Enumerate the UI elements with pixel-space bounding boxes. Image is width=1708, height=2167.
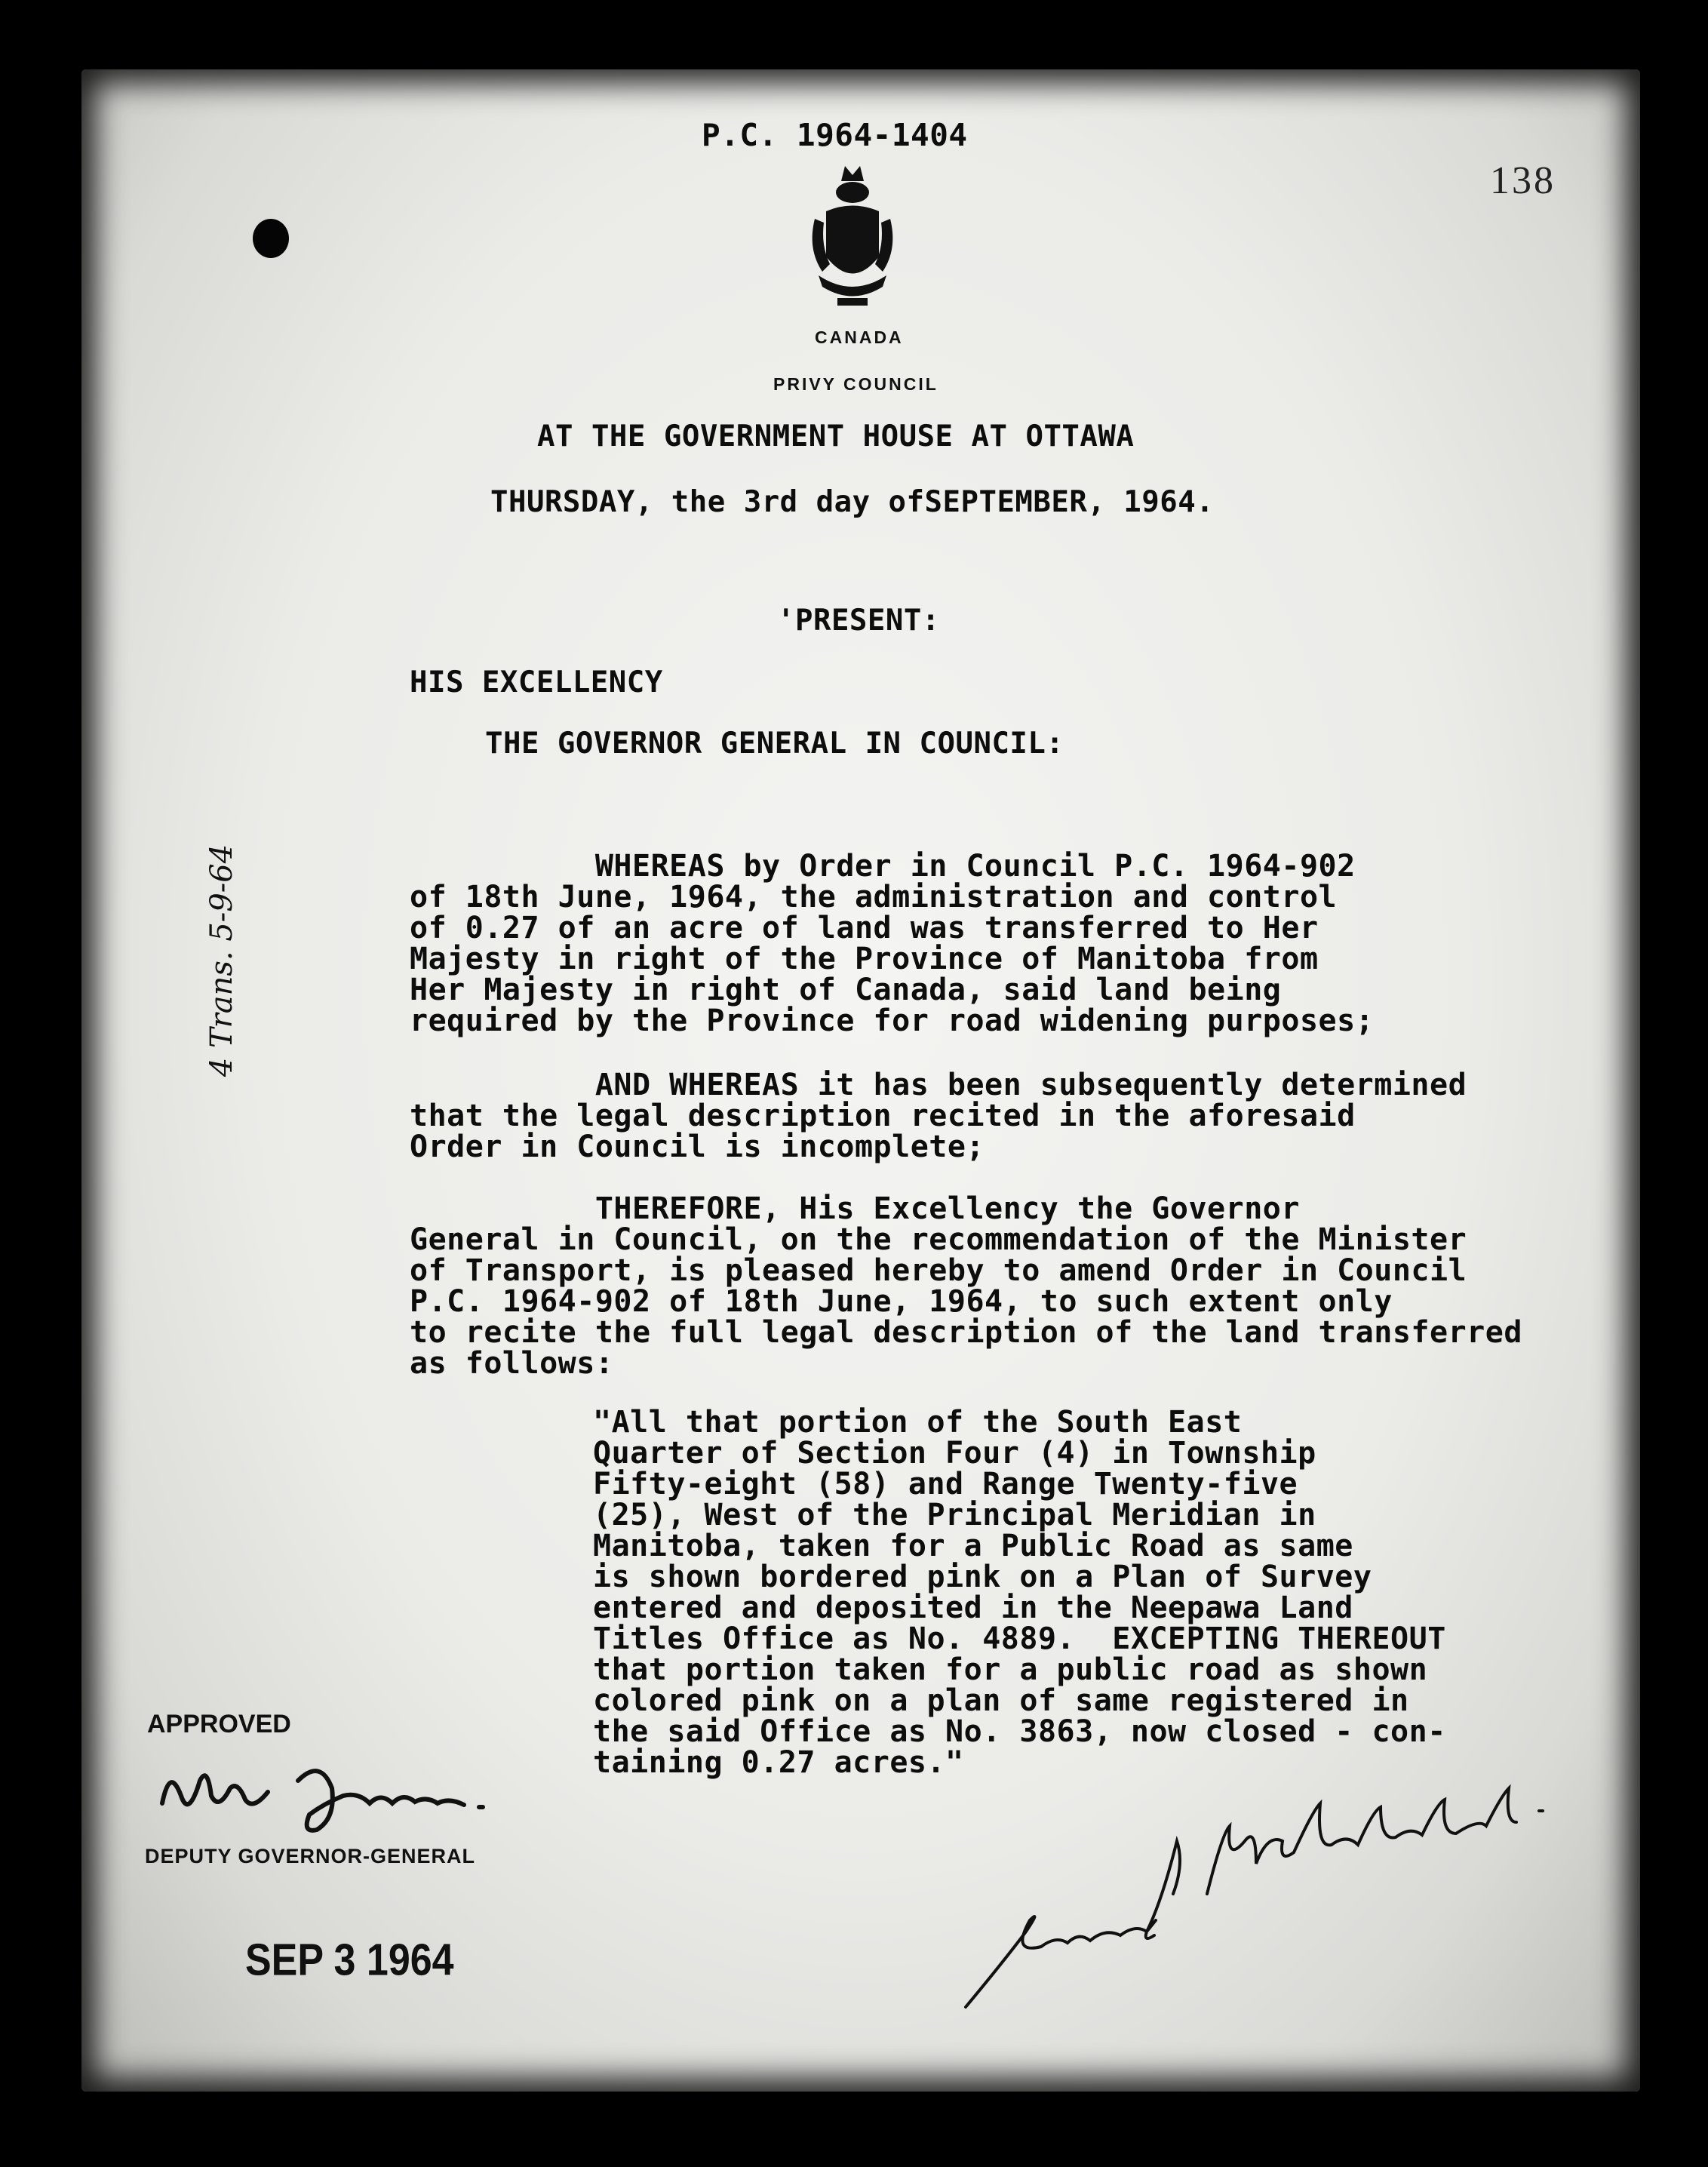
land-description-quote: "All that portion of the South East Quarter of Section Four (4) in Township Fifty-eight (58) and Range Twenty-five (25), West of the Principal Meridian in Manitoba, taken for a Public Road as same is shown bordered pink on a Plan of Survey entered and deposited in the Neepawa Land Titles Office as No. 4889. EXCEPTING THEREOUT that portion taken for a public road as shown colored pink on a plan of same registered in the said Office as No. 3863, now closed - con- taining 0.27 acres.": [593, 1405, 1446, 1780]
page-number: 138: [1490, 159, 1556, 202]
coat-of-arms-icon: [807, 158, 898, 317]
canada-label: CANADA: [815, 327, 904, 347]
margin-handwritten-note: 4 Trans. 5-9-64: [204, 844, 240, 1077]
whereas-paragraph: WHEREAS by Order in Council P.C. 1964-902 of 18th June, 1964, the administration and control of 0.27 of an acre of land was transferred to Her Majesty in right of the Province of Manitoba from Her Majesty in right of Canada, said land being required by the Province for road widening purposes;: [410, 849, 1375, 1038]
deputy-governor-general-label: DEPUTY GOVERNOR-GENERAL: [145, 1845, 476, 1867]
approver-signature: [147, 1751, 502, 1841]
punch-hole: [253, 219, 289, 258]
date-line: THURSDAY, the 3rd day ofSEPTEMBER, 1964.: [490, 485, 1215, 519]
governor-general-in-council-line: THE GOVERNOR GENERAL IN COUNCIL:: [485, 727, 1064, 761]
government-house-heading: AT THE GOVERNMENT HOUSE AT OTTAWA: [537, 420, 1135, 453]
and-whereas-paragraph: AND WHEREAS it has been subsequently determined that the legal description recited in the aforesaid Order in Council is incomplete;: [410, 1068, 1467, 1164]
privy-council-label: PRIVY COUNCIL: [773, 374, 938, 394]
approval-date-stamp: SEP 3 1964: [245, 1935, 454, 1986]
his-excellency-line: HIS EXCELLENCY: [410, 665, 663, 699]
minister-signature: [958, 1781, 1569, 2022]
therefore-paragraph: THEREFORE, His Excellency the Governor General in Council, on the recommendation of the Minister of Transport, is pleased hereby to amend Order in Council P.C. 1964-902 of 18th June, 1964, to such extent only to recite the full legal description of the land transferred as follows:: [410, 1191, 1522, 1381]
approved-label: APPROVED: [147, 1710, 291, 1738]
present-heading: 'PRESENT:: [777, 604, 940, 638]
pc-number: P.C. 1964-1404: [702, 117, 968, 153]
